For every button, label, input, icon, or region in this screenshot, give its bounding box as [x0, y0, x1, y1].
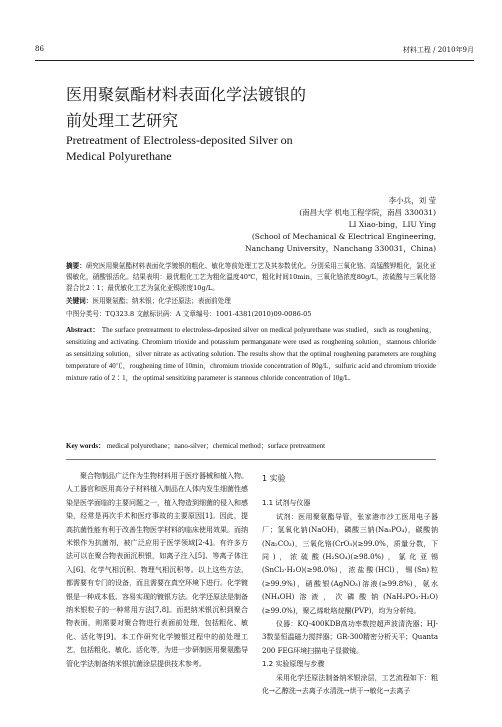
- english-title-line1: Pretreatment of Electroless-deposited Silver on: [66, 133, 293, 147]
- chinese-title: [66, 82, 306, 134]
- keywords-cn-label: 关键词：: [66, 297, 93, 305]
- english-abstract: [66, 324, 436, 384]
- chinese-title-line2: 前处理工艺研究: [66, 111, 179, 130]
- journal-info: 材料工程 / 2010年9月: [402, 46, 474, 54]
- english-keywords: [66, 440, 436, 452]
- abstract-cn: [66, 261, 436, 294]
- english-title: [66, 132, 396, 164]
- header-rule: [35, 60, 474, 61]
- section-1-2-text: 采用化学还原法制备纳米银涂层，工艺流程如下：粗化→乙醇洗→去离子水清洗→烘干→敏化→去离子: [262, 673, 438, 696]
- keywords-cn-text: 医用聚氨酯；纳米银；化学还原法；表面前处理: [92, 297, 231, 305]
- section-1-1-instruments: 仪器：KQ-400KDB高功率数控超声波清洗器；HJ-3数显恒温磁力搅拌器；GR-300精密分析天平；Quanta 200 FEG环境扫描电子显微镜。: [262, 620, 438, 655]
- keywords-en-label: Key words：: [66, 442, 106, 450]
- chinese-abstract-block: [66, 261, 436, 322]
- keywords-en-text: medical polyurethane；nano-silver；chemical method；surface pretreatment: [106, 442, 326, 450]
- body-right-column: [262, 470, 438, 699]
- section-1-heading: 1 实验: [262, 474, 286, 483]
- abstract-separator: [66, 459, 436, 460]
- affiliation-en-1: (School of Mechanical & Electrical Engineering,: [251, 232, 436, 241]
- abstract-cn-text: 研究医用聚氨酯材料表面化学镀银的粗化、敏化等前处理工艺及其参数优化。分别采用三氧化铬、高锰酸钾粗化，氯化亚锡敏化，硝酸银活化。结果表明：最优粗化工艺为粗化温度40℃，粗化时间10min，三氧化铬浓度80g/L，浓硫酸与三氧化铬混合比2∶1；最优敏化工艺为氯化亚锡浓度10g/L。: [66, 262, 437, 292]
- affiliation-cn: (南昌大学 机电工程学院，南昌 330031): [299, 208, 436, 217]
- classification-line: 中图分类号：TQ323.8 文献标识码：A 文章编号：1001-4381(2010)09-0086-05: [66, 310, 312, 318]
- abstract-en-label: Abstract：: [66, 326, 100, 334]
- affiliation-en-2: Nanchang University，Nanchang 330031，China): [245, 244, 436, 253]
- english-title-line2: Medical Polyurethane: [66, 149, 172, 163]
- authors-en: LI Xiao-bing，LIU Ying: [348, 220, 436, 229]
- section-1-1-reagents: 试剂：医用聚氨酯导管，张家港市沙工医用电子器厂；氢氧化钠(NaOH)，磷酸三钠(Na₃PO₄)，碳酸钠(Na₂CO₃)，三氧化铬(CrO₃)(≥99.0%，质量分数，下同)，浓硫酸(H₂SO₄)(≥98.0%)，氯化亚锡(SnCl₂·H₂O)(≥98.0%)，浓盐酸(HCl)，锡(Sn)粒(≥99.9%)，硝酸银(AgNO₃)溶液(≥99.8%)，氨水(NH₄OH)溶液，次磷酸钠(NaH₂PO₂·H₂O)(≥99.0%)，聚乙烯吡咯烷酮(PVP)，均为分析纯。: [262, 512, 438, 615]
- author-block: [106, 195, 436, 255]
- abstract-cn-label: 摘要：: [66, 262, 86, 270]
- body-left-column: 聚合物制品广泛作为生物材料用于医疗器械和植入物。人工器官和医用高分子材料植入制品在人体内发生细菌性感染是医学面临的主要问题之一，植入物造到细菌的侵入和感染，经常是再次手术和医疗事故的主要原因[1]。因此，提高抗菌性能有利于改善生物医学材料的临床使用效果。而纳米银作为抗菌剂，被广泛应用于医学领域[2-4]。有许多方法可以在聚合物表面沉积银，如离子注入[5]、等离子体注入[6]、化学气相沉积、物理气相沉积等。以上这些方法，都需要有专门的设备，而且需要在真空环境下进行。化学镀银是一种成本低、容易实现的镀银方法。化学还原法是制备纳米银粒子的一种常用方法[7,8]。而把纳米银沉积到聚合物表面，则需要对聚合物进行表面前处理，包括粗化、敏化、活化等[9]。本工作研究化学镀银过程中的前处理工艺，包括粗化、敏化、活化等，为进一步研制医用聚氨酯导管化学法制备纳米银抗菌涂层提供技术参考。: [66, 472, 248, 668]
- keywords-cn: [66, 296, 436, 307]
- authors-cn: 李小兵，刘 莹: [388, 196, 436, 205]
- abstract-en-text: The surface pretreatment to electroless-deposited silver on medical polyurethane was studied，such as roughening，sensitizing and activating. Chromium trioxide and potassium permanganate were used as roughening solution，stannous chloride as sensitizing solution，silver nitrate as activating solution. The results show that the optimal roughening parameters are roughing temperature of 40℃，roughening time of 10min，chromium trioxide concentration of 80g/L，sulfuric acid and chromium trioxide mixture ratio of 2∶1，the optimal sensitizing parameter is stannous chloride concentration of 10g/L.: [66, 326, 436, 382]
- section-1-1-heading: 1.1 试剂与仪器: [262, 499, 311, 508]
- chinese-title-line1: 医用聚氨酯材料表面化学法镀银的: [66, 85, 307, 104]
- section-1-2-heading: 1.2 实验原理与步骤: [262, 660, 325, 669]
- running-header: [35, 45, 474, 59]
- page-number: 86: [35, 45, 44, 53]
